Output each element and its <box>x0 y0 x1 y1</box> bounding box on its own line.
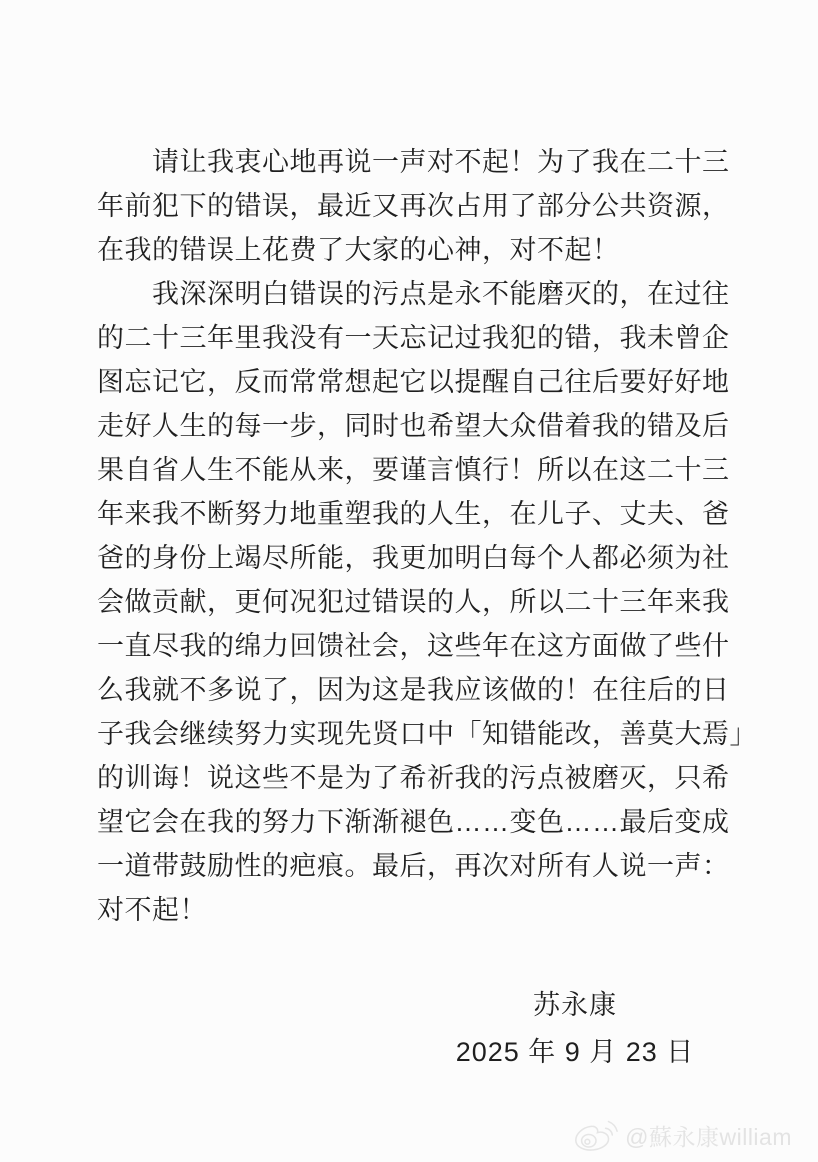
text-line: 对不起！ <box>97 895 207 925</box>
text-line: 请让我衷心地再说一声对不起！为了我在二十三 <box>97 147 730 177</box>
text-line: 一道带鼓励性的疤痕。最后，再次对所有人说一声： <box>97 851 730 881</box>
signature-date: 2025 年 9 月 23 日 <box>455 1037 695 1067</box>
text-line: 年前犯下的错误，最近又再次占用了部分公共资源， <box>97 191 730 221</box>
text-line: 果自省人生不能从来，要谨言慎行！所以在这二十三 <box>97 455 730 485</box>
text-line: 的训诲！说这些不是为了希祈我的污点被磨灭，只希 <box>97 763 730 793</box>
text-line: 年来我不断努力地重塑我的人生，在儿子、丈夫、爸 <box>97 499 730 529</box>
watermark-handle: @蘇永康william <box>625 1123 792 1150</box>
weibo-watermark <box>572 1116 792 1154</box>
text-line: 的二十三年里我没有一天忘记过我犯的错，我未曾企 <box>97 323 730 353</box>
text-line: 走好人生的每一步，同时也希望大众借着我的错及后 <box>97 411 730 441</box>
paragraph <box>97 272 757 932</box>
text-line: 子我会继续努力实现先贤口中「知错能改，善莫大焉」 <box>97 719 757 749</box>
paragraph <box>97 140 737 272</box>
letter-body <box>97 140 757 932</box>
text-line: 图忘记它，反而常常想起它以提醒自己往后要好好地 <box>97 367 730 397</box>
weibo-logo-icon <box>572 1116 620 1154</box>
text-line: 会做贡献，更何况犯过错误的人，所以二十三年来我 <box>97 587 730 617</box>
text-line: 我深深明白错误的污点是永不能磨灭的，在过往 <box>97 279 730 309</box>
text-line: 一直尽我的绵力回馈社会，这些年在这方面做了些什 <box>97 631 730 661</box>
text-line: 望它会在我的努力下渐渐褪色……变色……最后变成 <box>97 807 730 837</box>
text-line: 么我就不多说了，因为这是我应该做的！在往后的日 <box>97 675 730 705</box>
signature-block <box>295 982 818 1076</box>
signature-name: 苏永康 <box>533 990 617 1020</box>
text-line: 爸的身份上竭尽所能，我更加明白每个人都必须为社 <box>97 543 730 573</box>
text-line: 在我的错误上花费了大家的心神，对不起！ <box>97 235 620 265</box>
